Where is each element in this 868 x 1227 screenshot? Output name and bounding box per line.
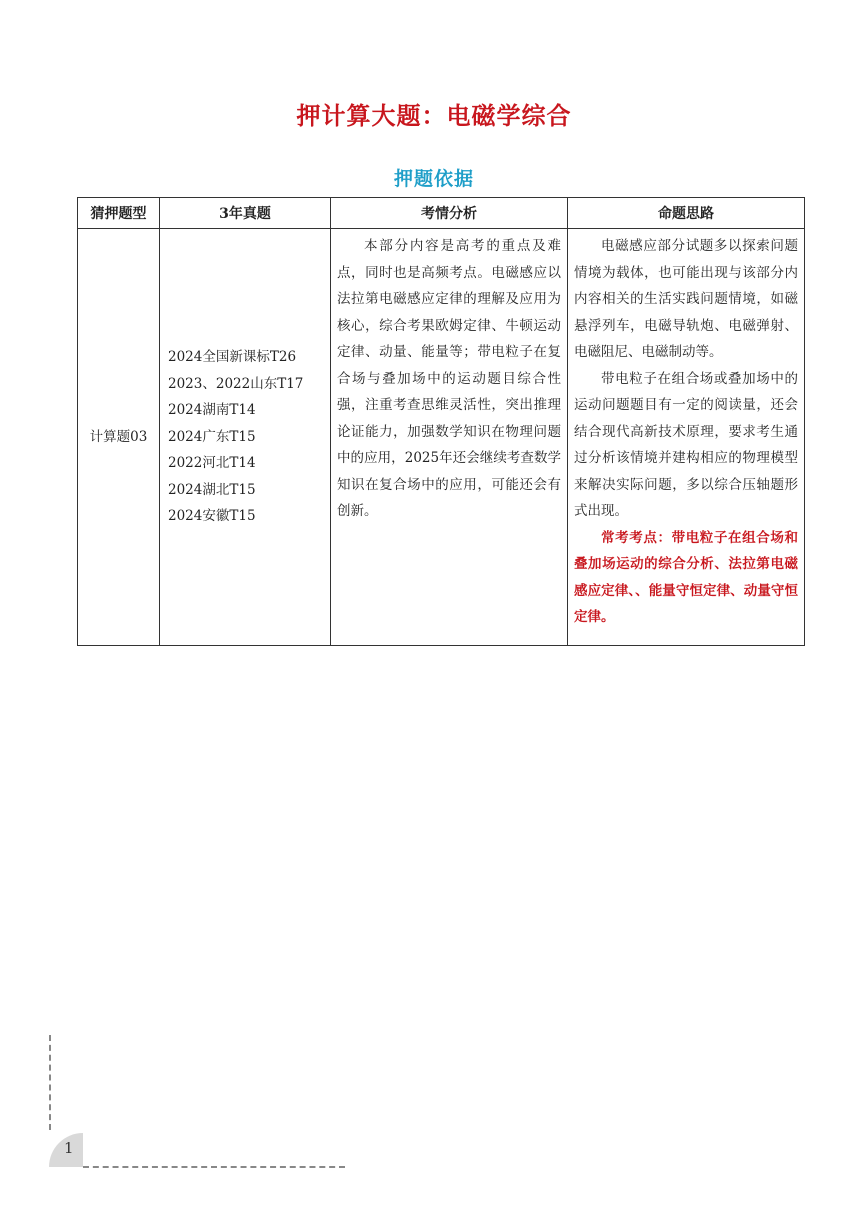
header-type: 猜押题型 [78,198,160,229]
analysis-text: 本部分内容是高考的重点及难点，同时也是高频考点。电磁感应以法拉第电磁感应定律的理解及应用为核心，综合考果欧姆定律、牛顿运动定律、动量、能量等；带电粒子在复合场与叠加场中的运动题目综合性强，注重考查思维灵活性，突出推理论证能力，加强数学知识在物理问题中的应用，2025年还会继续考查数学知识在复合场中的应用，可能还会有创新。 [337,238,561,519]
exam-year-item: 2022河北T14 [168,455,256,472]
section-heading: 押题依据 [393,168,474,190]
header-ideas: 命题思路 [568,198,805,229]
table-row [78,229,805,646]
question-type-cell: 计算题03 [78,229,160,646]
past-exams-cell [160,229,331,646]
ideas-paragraph-2: 带电粒子在组合场或叠加场中的运动问题题目有一定的阅读量，还会结合现代高新技术原理，要求考生通过分析该情境并建构相应的物理模型来解决实际问题，多以综合压轴题形式出现。 [574,370,798,519]
exam-year-item: 2024全国新课标T26 [168,349,297,366]
analysis-cell [331,229,568,646]
exam-year-item: 2024广东T15 [168,428,256,445]
exam-year-item: 2024湖南T14 [168,402,256,419]
analysis-table [77,197,805,646]
exam-year-item: 2024安徽T15 [168,508,256,525]
ideas-cell [568,229,805,646]
ideas-paragraph-1: 电磁感应部分试题多以探索问题情境为载体，也可能出现与该部分内内容相关的生活实践问题情境，如磁悬浮列车，电磁导轨炮、电磁弹射、电磁阻尼、电磁制动等。 [574,238,798,360]
page-number: 1 [64,1139,74,1157]
exam-year-item: 2024湖北T15 [168,481,256,498]
footer-dashed-line [83,1166,345,1168]
margin-dashed-line [49,1035,51,1130]
table-header-row [78,198,805,229]
header-years: 3年真题 [160,198,331,229]
exam-year-item: 2023、2022山东T17 [168,375,304,392]
header-analysis: 考情分析 [331,198,568,229]
page-title: 押计算大题：电磁学综合 [296,102,572,130]
key-points-text: 常考考点：带电粒子在组合场和叠加场运动的综合分析、法拉第电磁感应定律、、能量守恒定律、动量守恒定律。 [574,529,798,625]
